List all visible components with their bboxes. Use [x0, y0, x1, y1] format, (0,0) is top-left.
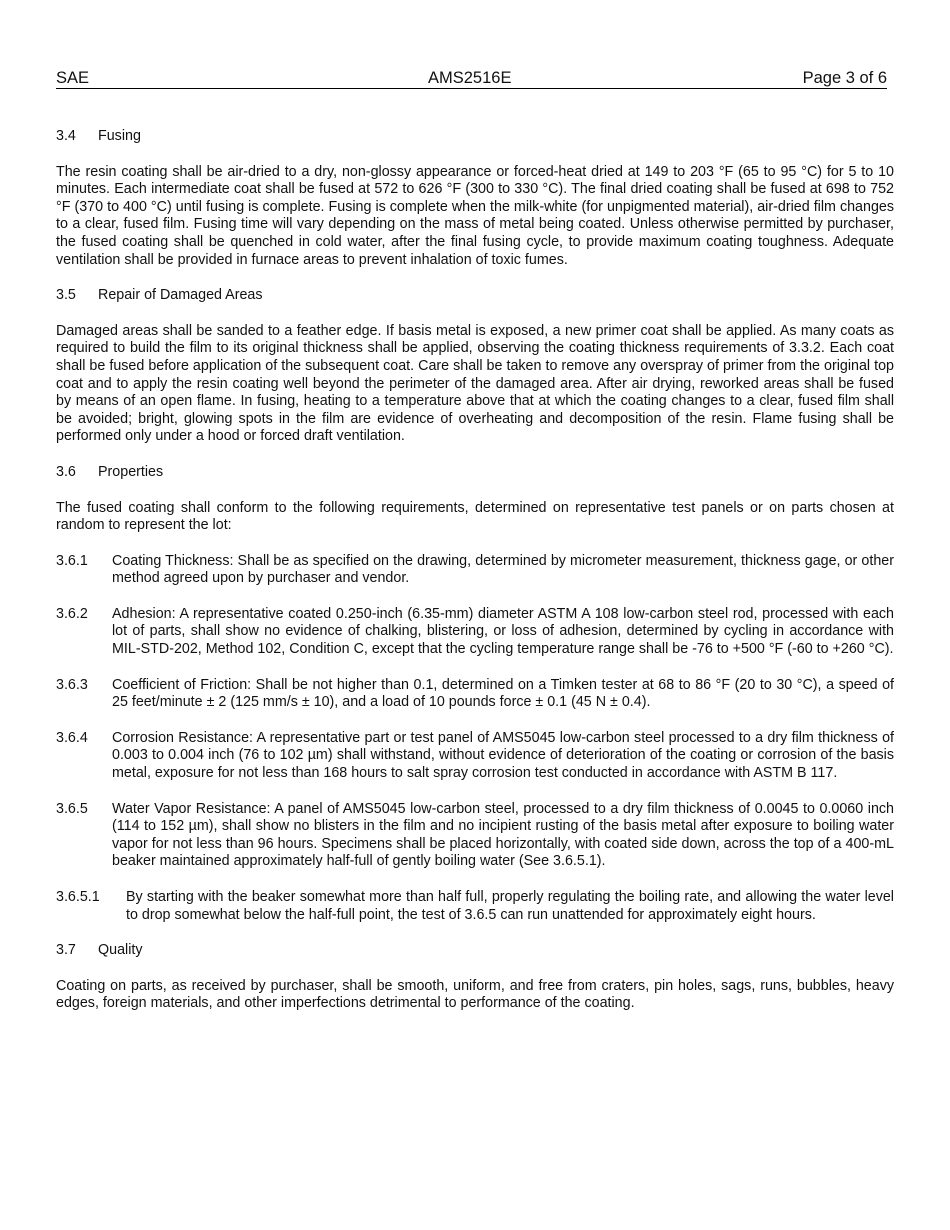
- property-coating-thickness: [56, 553, 894, 588]
- property-corrosion-resistance: [56, 730, 894, 783]
- section-text-properties: The fused coating shall conform to the following requirements, determined on representative test panels or on parts chosen at random to represent the lot:: [56, 499, 894, 534]
- property-text: Corrosion Resistance: A representative part or test panel of AMS5045 low-carbon steel processed to a dry film thickness of 0.003 to 0.004 inch (76 to 102 µm) shall withstand, without evidence of deterioration of the coating or corrosion of the basis metal, exposure for not less than 168 hours to salt spray corrosion test conducted in accordance with ASTM B 117.: [112, 729, 894, 782]
- property-number: 3.6.5.1: [56, 889, 100, 905]
- property-number: 3.6.4: [56, 729, 88, 746]
- section-number: 3.6: [56, 463, 76, 480]
- document-body: [56, 128, 894, 1031]
- section-title: Fusing: [98, 128, 141, 144]
- property-text: Water Vapor Resistance: A panel of AMS5045 low-carbon steel, processed to a dry film thickness of 0.0045 to 0.0060 inch (114 to 152 µm), shall show no blisters in the film and no incipient rusting of the basis metal after exposure to boiling water vapor for not less than 96 hours. Specimens shall be placed horizontally, with coated side down, across the top of a 400-mL beaker maintained approximately half-full of gently boiling water (See 3.6.5.1).: [112, 800, 894, 870]
- section-title: Repair of Damaged Areas: [98, 287, 263, 304]
- subproperty-unattended-test: [56, 889, 894, 924]
- section-title: Quality: [98, 942, 143, 959]
- section-heading-fusing: [56, 128, 894, 146]
- section-heading-properties: [56, 464, 894, 482]
- section-text-fusing: The resin coating shall be air-dried to a dry, non-glossy appearance or forced-heat dried at 149 to 203 °F (65 to 95 °C) for 5 to 10 minutes. Each intermediate coat shall be fused at 572 to 626 °F (300 to 330 °C). The final dried coating shall be fused at 698 to 752 °F (370 to 400 °C) until fusing is complete. Fusing is complete when the milk-white (for unpigmented material), air-dried film changes to a clear, fused film. Fusing time will vary depending on the mass of metal being coated. Unless otherwise permitted by purchaser, the fused coating shall be quenched in cold water, after the final fusing cycle, to provide maximum coating toughness. Adequate ventilation shall be provided in furnace areas to prevent inhalation of toxic fumes.: [56, 163, 894, 268]
- section-title: Properties: [98, 463, 164, 480]
- property-text: By starting with the beaker somewhat more than half full, properly regulating the boiling rate, and allowing the water level to drop somewhat below the half-full point, the test of 3.6.5 can run unattended for approximately eight hours.: [126, 889, 894, 923]
- header-organization: SAE: [56, 69, 90, 87]
- property-water-vapor-resistance: [56, 801, 894, 871]
- property-text: Adhesion: A representative coated 0.250-inch (6.35-mm) diameter ASTM A 108 low-carbon steel rod, processed with each lot of parts, shall show no evidence of chalking, blistering, or loss of adhesion, determined by cycling in accordance with MIL-STD-202, Method 102, Condition C, except that the cycling temperature range shall be -76 to +500 °F (-60 to +260 °C).: [112, 605, 894, 658]
- property-number: 3.6.1: [56, 552, 88, 569]
- property-text: Coefficient of Friction: Shall be not higher than 0.1, determined on a Timken tester at 68 to 86 °F (20 to 30 °C), a speed of 25 feet/minute ± 2 (125 mm/s ± 10), and a load of 10 pounds force ± 0.1 (45 N ± 0.4).: [112, 676, 894, 711]
- property-number: 3.6.5: [56, 800, 88, 817]
- property-coefficient-of-friction: [56, 677, 894, 712]
- section-number: 3.4: [56, 128, 76, 144]
- property-number: 3.6.3: [56, 676, 88, 693]
- section-number: 3.7: [56, 942, 76, 959]
- header-page-number: Page 3 of 6: [802, 69, 887, 87]
- section-heading-quality: [56, 942, 894, 960]
- section-text-repair: Damaged areas shall be sanded to a feather edge. If basis metal is exposed, a new primer coat shall be applied. As many coats as required to build the film to its original thickness shall be applied, observing the coating thickness requirements of 3.3.2. Each coat shall be fused before application of the subsequent coat. Care shall be taken to remove any overspray of primer from the original top coat and to apply the resin coating well beyond the perimeter of the damaged area. After air drying, reworked areas shall be fused by means of an open flame. In fusing, heating to a temperature above that at which the coating changes to a clear, fused film shall be avoided; bright, glowing spots in the film are evidence of overheating and decomposition of the resin. Flame fusing shall be performed only under a hood or forced draft ventilation.: [56, 322, 894, 445]
- section-text-quality: Coating on parts, as received by purchaser, shall be smooth, uniform, and free from craters, pin holes, sags, runs, bubbles, heavy edges, foreign materials, and other imperfections detrimental to performance of the coating.: [56, 977, 894, 1012]
- property-text: Coating Thickness: Shall be as specified on the drawing, determined by micrometer measurement, thickness gage, or other method agreed upon by purchaser and vendor.: [112, 552, 894, 587]
- property-adhesion: [56, 606, 894, 659]
- property-number: 3.6.2: [56, 605, 88, 622]
- page-header: [56, 68, 887, 89]
- section-heading-repair: [56, 287, 894, 305]
- section-number: 3.5: [56, 287, 76, 304]
- header-document-id: AMS2516E: [428, 69, 512, 87]
